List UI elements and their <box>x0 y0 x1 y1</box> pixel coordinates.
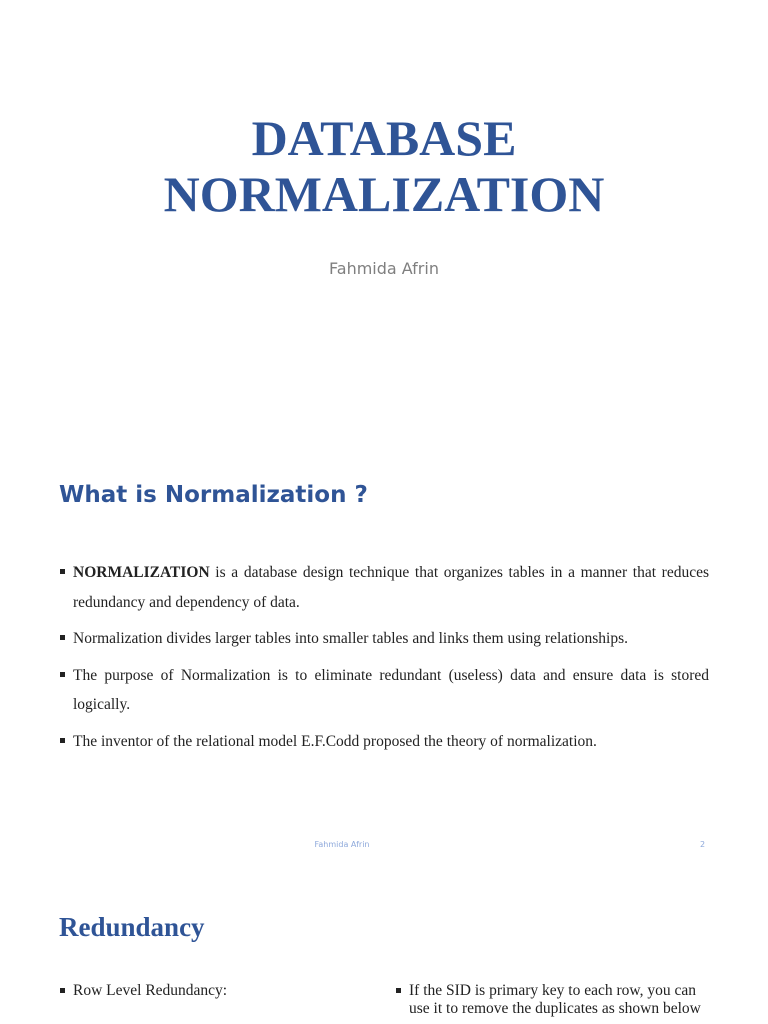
bullet-item <box>59 661 709 720</box>
bullet-text: is a database design technique that organizes tables in a manner that reduces redundancy and dependency of data. <box>73 564 709 611</box>
redundancy-slide <box>0 872 768 1024</box>
slide-heading: What is Normalization ? <box>59 482 368 508</box>
presentation-title <box>0 110 768 222</box>
bullet-list <box>59 558 709 763</box>
page-number: 2 <box>700 840 706 849</box>
bullet-item <box>59 727 709 757</box>
title-slide <box>0 0 768 440</box>
footer-author: Fahmida Afrin <box>314 840 370 849</box>
bullet-bold-term: NORMALIZATION <box>73 564 210 581</box>
bullet-item: If the SID is primary key to each row, you can use it to remove the duplicates as shown below <box>395 982 715 1018</box>
title-line-1: DATABASE <box>251 110 517 166</box>
bullet-item <box>59 558 709 617</box>
bullet-text: The inventor of the relational model E.F.Codd proposed the theory of normalization. <box>73 732 597 750</box>
what-is-normalization-slide <box>0 440 768 872</box>
bullet-text: The purpose of Normalization is to eliminate redundant (useless) data and ensure data is stored logically. <box>73 666 709 713</box>
title-line-2: NORMALIZATION <box>163 166 605 222</box>
right-bullet-list <box>395 982 715 1018</box>
slide-heading: Redundancy <box>59 912 205 942</box>
bullet-text: Normalization divides larger tables into smaller tables and links them using relationships. <box>73 630 629 647</box>
bullet-item <box>59 624 709 654</box>
author-name: Fahmida Afrin <box>329 259 439 278</box>
bullet-item: Row Level Redundancy: <box>59 982 359 1000</box>
left-bullet-list <box>59 982 359 1000</box>
